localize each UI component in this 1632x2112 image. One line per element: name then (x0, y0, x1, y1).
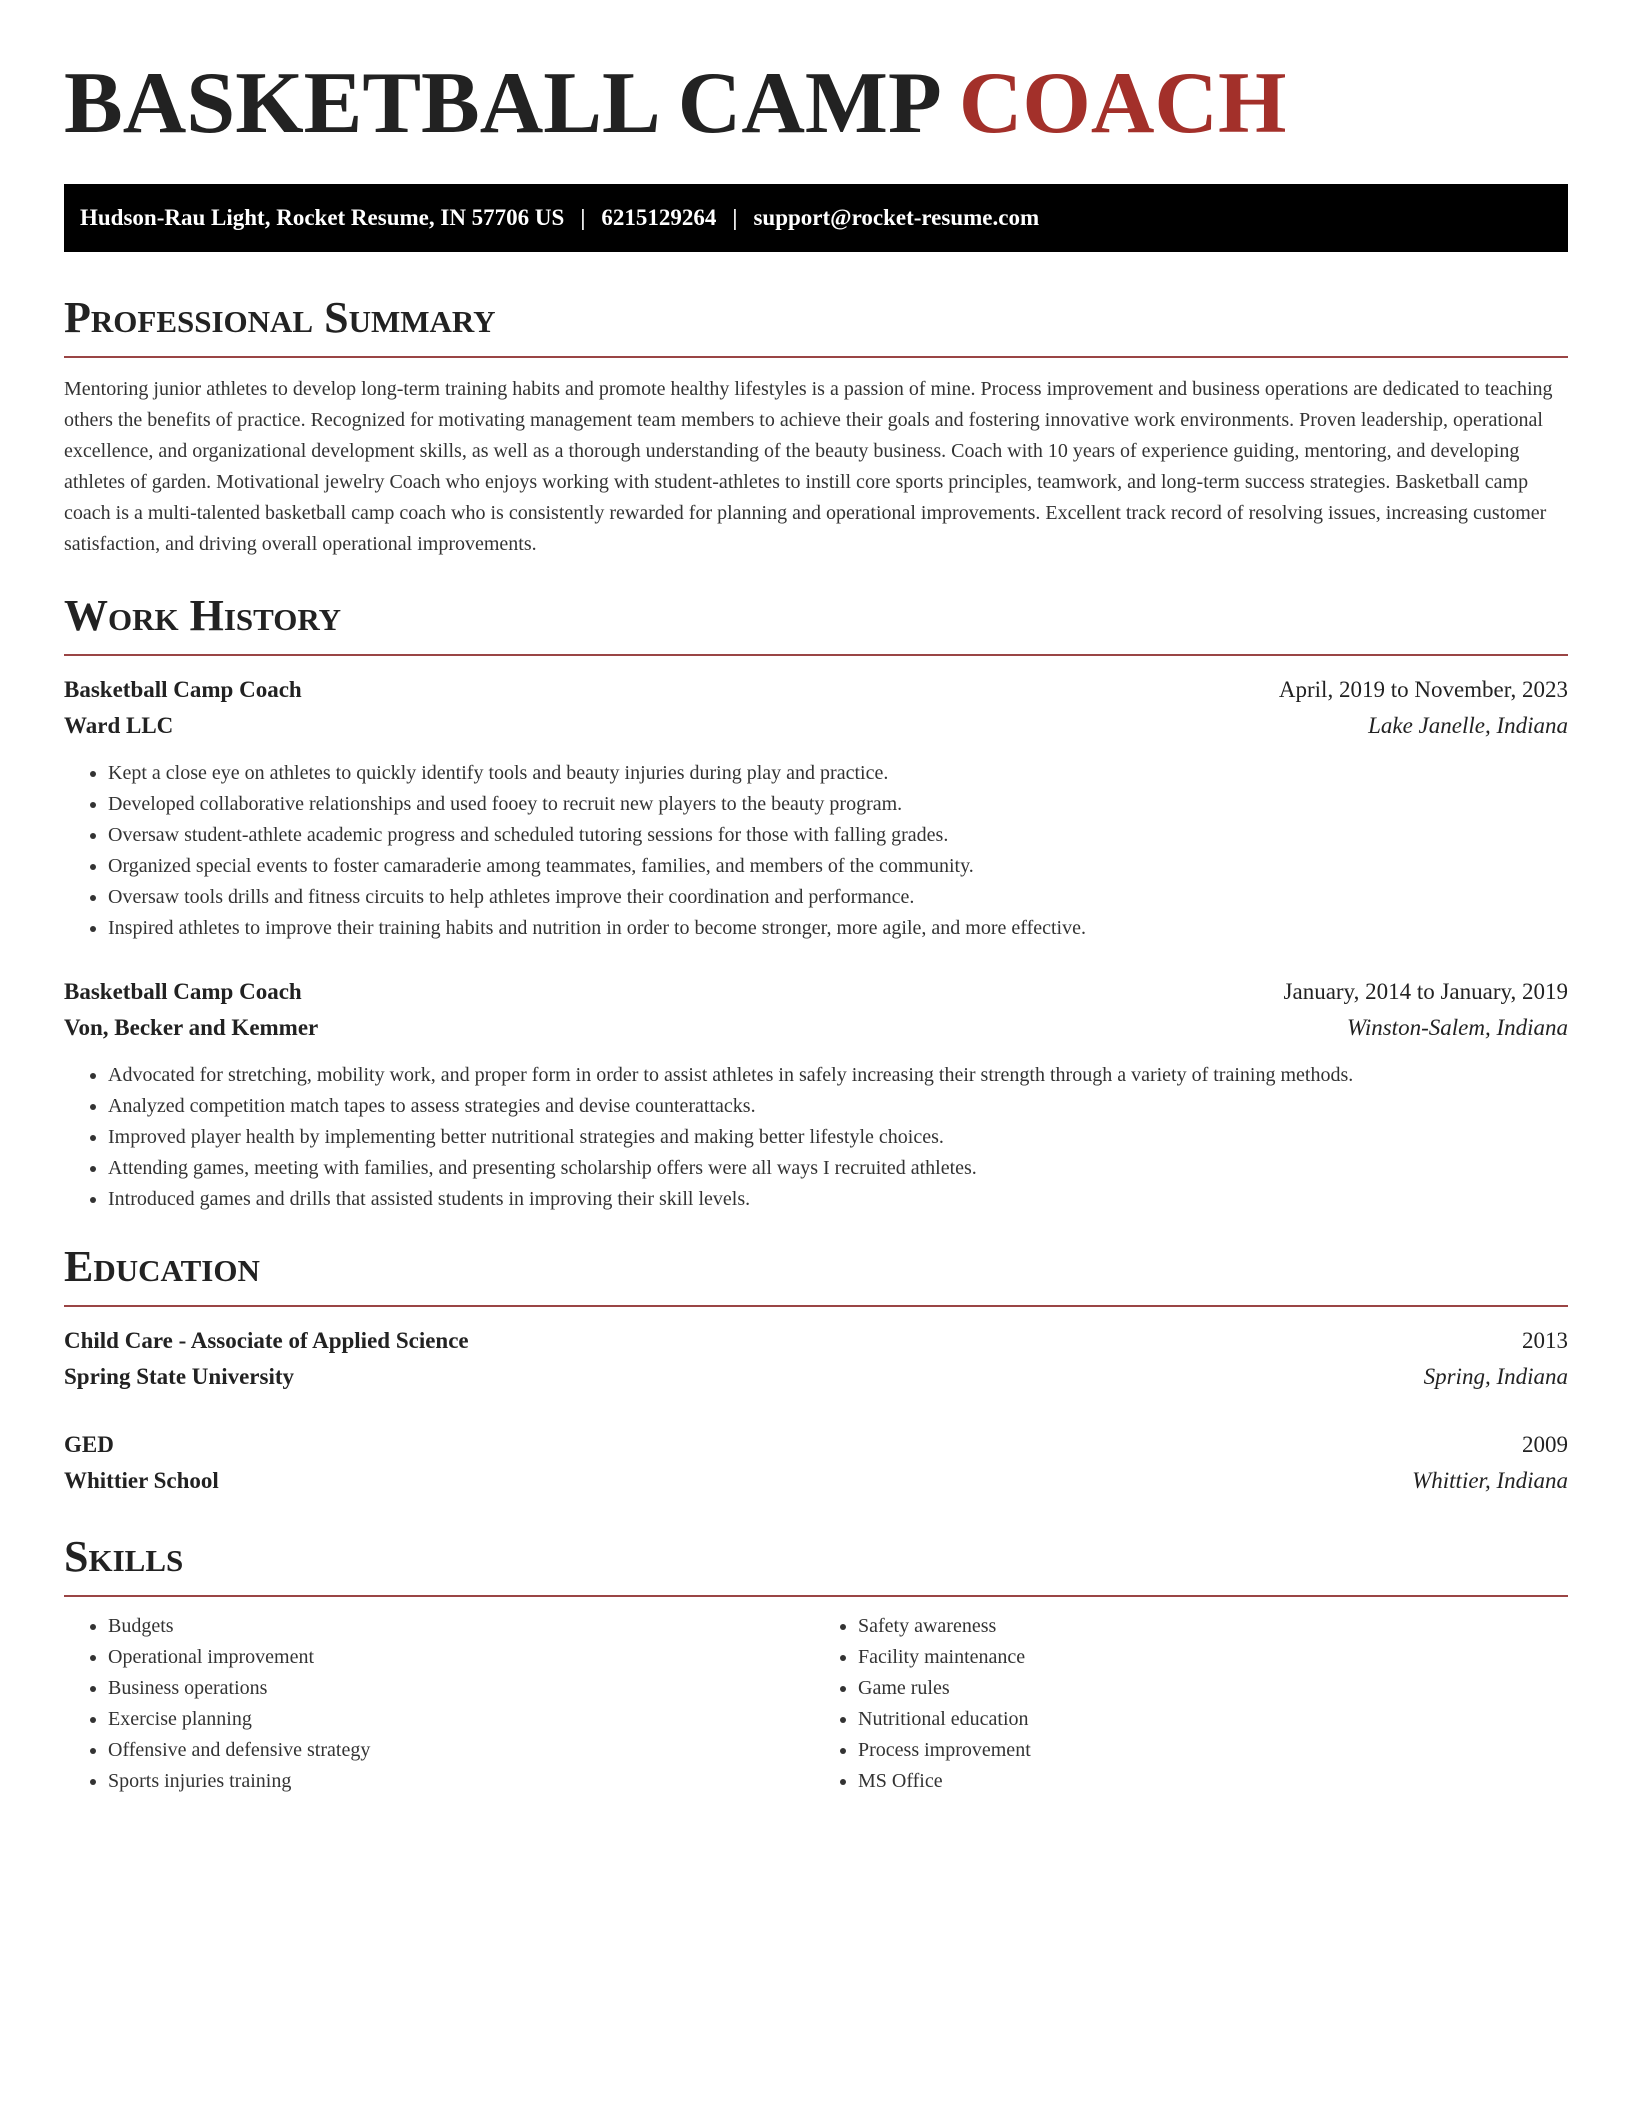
job-entry (64, 974, 1568, 1215)
contact-phone[interactable]: 6215129264 (601, 205, 717, 230)
list-item: • Game rules (858, 1673, 1568, 1704)
education-location: Whittier, Indiana (1412, 1468, 1568, 1493)
summary-text: Mentoring junior athletes to develop long-term training habits and promote healthy lifestyles is a passion of mine. Process improvement and business operations are dedicated to teaching others the benefits of practice. Recognized for motivating management team members to achieve their goals and fostering innovative work environments. Proven leadership, operational excellence, and organizational development skills, as well as a thorough understanding of the beauty business. Coach with 10 years of experience guiding, mentoring, and developing athletes of garden. Motivational jewelry Coach who enjoys working with student-athletes to instill core sports principles, teamwork, and long-term success strategies. Basketball camp coach is a multi-talented basketball camp coach who is consistently rewarded for planning and operational improvements. Excellent track record of resolving issues, increasing customer satisfaction, and driving overall operational improvements. (64, 378, 1553, 555)
job-title: Basketball Camp Coach (64, 979, 302, 1004)
job-bullets (64, 758, 1568, 944)
job-title: Basketball Camp Coach (64, 677, 302, 702)
education-degree-row (64, 1427, 1568, 1463)
section-heading: Education (64, 1242, 260, 1291)
list-item: • Oversaw tools drills and fitness circuits to help athletes improve their coordination and performance. (108, 882, 1568, 913)
education-school: Spring State University (64, 1364, 294, 1389)
job-location: Lake Janelle, Indiana (1368, 713, 1568, 738)
list-item: • Analyzed competition match tapes to assess strategies and devise counterattacks. (108, 1091, 1568, 1122)
job-company-row (64, 708, 1568, 744)
contact-separator: | (732, 205, 738, 230)
job-dates: January, 2014 to January, 2019 (1283, 979, 1568, 1004)
list-item: • Operational improvement (108, 1642, 818, 1673)
list-item: • Introduced games and drills that assisted students in improving their skill levels. (108, 1184, 1568, 1215)
skills-section (64, 1529, 1568, 1797)
section-divider (64, 1595, 1568, 1597)
contact-bar (64, 184, 1568, 252)
list-item: • Offensive and defensive strategy (108, 1735, 818, 1766)
section-divider (64, 654, 1568, 656)
education-year: 2009 (1522, 1432, 1568, 1457)
list-item: • Sports injuries training (108, 1766, 818, 1797)
list-item: • Facility maintenance (858, 1642, 1568, 1673)
title-accent: COACH (958, 55, 1287, 152)
job-header-row (64, 974, 1568, 1010)
list-item: • Nutritional education (858, 1704, 1568, 1735)
list-item: • Advocated for stretching, mobility work, and proper form in order to assist athletes in safely increasing their strength through a variety of training methods. (108, 1060, 1568, 1091)
list-item: • Inspired athletes to improve their training habits and nutrition in order to become stronger, more agile, and more effective. (108, 913, 1568, 944)
list-item: • Safety awareness (858, 1611, 1568, 1642)
list-item: • Exercise planning (108, 1704, 818, 1735)
skills-list-left (64, 1611, 818, 1797)
list-item: • Attending games, meeting with families, and presenting scholarship offers were all ways I recruited athletes. (108, 1153, 1568, 1184)
skills-columns (64, 1611, 1568, 1797)
education-degree-row (64, 1323, 1568, 1359)
education-school-row (64, 1463, 1568, 1499)
section-divider (64, 356, 1568, 358)
education-degree: GED (64, 1432, 114, 1457)
job-entry (64, 672, 1568, 944)
job-location: Winston-Salem, Indiana (1346, 1015, 1568, 1040)
job-company-row (64, 1010, 1568, 1046)
education-school: Whittier School (64, 1468, 219, 1493)
section-divider (64, 1305, 1568, 1307)
education-section (64, 1239, 1568, 1499)
section-heading: Work History (64, 591, 342, 640)
section-heading: Professional Summary (64, 293, 496, 342)
contact-separator: | (580, 205, 586, 230)
list-item: • Oversaw student-athlete academic progress and scheduled tutoring sessions for those with falling grades. (108, 820, 1568, 851)
education-degree: Child Care - Associate of Applied Science (64, 1328, 469, 1353)
list-item: • Business operations (108, 1673, 818, 1704)
education-location: Spring, Indiana (1423, 1364, 1568, 1389)
list-item: • Kept a close eye on athletes to quickly identify tools and beauty injuries during play and practice. (108, 758, 1568, 789)
education-year: 2013 (1522, 1328, 1568, 1353)
title-main: BASKETBALL CAMP (64, 55, 937, 152)
list-item: • Improved player health by implementing better nutritional strategies and making better lifestyle choices. (108, 1122, 1568, 1153)
list-item: • Budgets (108, 1611, 818, 1642)
contact-address: Hudson-Rau Light, Rocket Resume, IN 57706 US (80, 205, 565, 230)
page-title (64, 0, 1568, 152)
section-heading: Skills (64, 1532, 184, 1581)
contact-email[interactable]: support@rocket-resume.com (753, 205, 1040, 230)
education-entry (64, 1427, 1568, 1499)
education-entry (64, 1323, 1568, 1395)
job-dates: April, 2019 to November, 2023 (1278, 677, 1568, 702)
list-item: • Organized special events to foster camaraderie among teammates, families, and members of the community. (108, 851, 1568, 882)
education-school-row (64, 1359, 1568, 1395)
list-item: • Process improvement (858, 1735, 1568, 1766)
list-item: • Developed collaborative relationships and used fooey to recruit new players to the beauty program. (108, 789, 1568, 820)
job-company: Ward LLC (64, 713, 174, 738)
skills-list-right (818, 1611, 1568, 1797)
job-header-row (64, 672, 1568, 708)
job-bullets (64, 1060, 1568, 1215)
summary-section (64, 290, 1568, 560)
work-history-section (64, 588, 1568, 1215)
job-company: Von, Becker and Kemmer (64, 1015, 319, 1040)
list-item: • MS Office (858, 1766, 1568, 1797)
